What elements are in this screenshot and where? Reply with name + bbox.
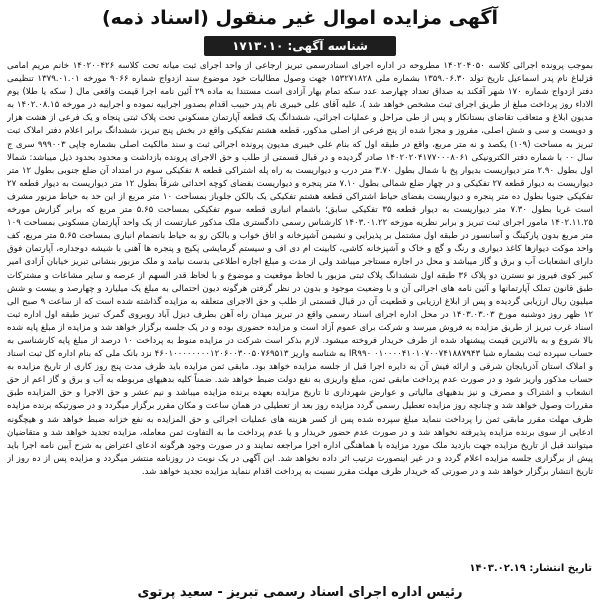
notice-title: آگهی مزایده اموال غیر منقول (اسناد ذمه) <box>101 7 498 29</box>
signature-line: رئیس اداره اجرای اسناد رسمی تبریز - سعید پرتوی <box>137 585 463 600</box>
notice-body-text: بموجب پرونده اجرائی کلاسه ۱۴۰۲۰۴۰۵۰ مطروحه در اداره اجرای اسنادرسمی تبریز ارجاعی از واحد اجرای ثبت میانه تحت کلاسه ۱۴۰۲۰۰۴۲۶ خانم مریم امامی قزلباغ نام پدر اسماعیل تاریخ تولد ۱۳۵۹.۰۶.۳۰ بشماره ملی ۱۵۳۲۷۱۸۲۸ جهت وصول مطالبات خود موضوع سند ازدواج شماره ۹۰۶۶ مورخه ۱۳۷۹.۰۱.۰۱ تنظیمی دفتر ازدواج شماره ۱۷۰ شهر آقکند به صداق تعداد چهارصد عدد سکه تمام بهار آزادی است مستندا به ماده ۲۹ آئین نامه اجرا قیمت واقعی مال ( سکه یا طلا) یوم الاداء روز پرداخت مبلغ از طریق اجرای ثبت مشخص خواهد شد )، علیه آقای علی خیبری نام پدر حبیب اقدام بصدور اجراییه نموده و اجراییه در مورخه ۱۴۰۲.۰۸.۱۵ به مدیون ابلاغ و متعاقب تقاضای بستانکار و پس از طی مراحل و عملیات اجرائی، ششدانگ یک قطعه آپارتمان مسکونی تحت پلاک ثبتی پنجاه و یک فرعی از هشت هزار و دویست و سی و شش اصلی، مفروز و مجزا شده از پنج فرعی از اصلی مذکور، قطعه هشتم تفکیکی واقع در بخش پنج تبریز، ششدانگ برابر اعلام دفتر املاک ثبت تبریز به مساحت (۱۰۹) یکصد و نه متر مربع، واقع در طبقه اول که بنام علی خیبری مدیون پرونده اجرائی ثبت و سند مالکیت اصلی بشماره چاپی ۹۹۹۰۰۳ سری ج سال ۰۰ با شماره دفتر الکترونیکی ۱۴۰۲۰۲۰۴۱۷۷۰۰۰۸۰۶۱ صادر گردیده و در قبال قسمتی از طلب و حق الاجرای پرونده بازداشت و محدود بحدود ذیل میباشد: شمالا اول بطول ۲.۹۰ متر دیواریست بدیوار پخ با شمال بطول ۳.۷۰ متر درب و دیواریست به راه پله اشتراکی قطعه ۸ تفکیکی سوم در امتداد آن ضلع جنوبی بطول ۱۲ متر دیواریست به دیوار قطعه ۲۷ تفکیکی و در چهار ضلع شمالی بطول ۷.۱۰ متر پنجره و دیواریست بفضای کوچه احداثی شرقاً بطول ۱۲ متر دیواریست به دیوار قطعه ۲۷ تفکیکی جنوبا بطول ده متر پنجره و دیواریست بفضای حیاط اشتراکی قطعه هشتم تفکیکی یک بالکن جلوباز بمساحت ۱۰ متر مربع از این حد به حیاط مزبور مشرف است غربا بطول ۷.۳۰ متر دیواریست به دیوار قطعه ۳۵ تفکیکی سابق؛ باشمام انباری قطعه سوم تفکیکی بمساحت ۵.۶۵ متر مربع که برابر گزارش مورخه ۱۴۰۲.۱۱.۲۵ مامور اجرای ثبت تبریز و برابر نظریه مورخه ۱۴۰۳.۰۱.۲۲ کارشناس رسمی دادگستری ملک مذکور عبارتست از یک واحد آپارتمان مسکونی بمساحت ۱۰۹ متر مربع بدون پارکینگ و آسانسور در طبقه اول مشتمل بر پذیرایی و نشیمن آشپزخانه و اتاق خواب و بالکن رو به حیاط بانضمام انباری بمساحت ۵.۶۵ متر مربع، کف واحد موکت دیوارها کاغذ دیواری و رنگ و گچ و خاک و آشپزخانه کاشی، کابینت ام دی اف و سیستم گرمایشی پکیج و پنجره ها آهنی با شیشه دوجداره، آپارتمان فوق دارای انشعابات آب و برق و گاز میباشد و محل در اجاره مستاجر میباشد ولی از مدت و مبلغ اجاره اطلاعی بدست نیامد و ملک مزبور بنشانی تبریز خیابان آزادی امیر کبیر کوی فیروز نو نسترن دو پلاک ۳۶ طبقه اول ششدانگ پلاک ثبتی مزبور با لحاظ موقعیت و موضوع و با لحاظ قدر السهم از عرصه و سایر مشاعات و مشترکات طبق قانون تملک آپارتمانها و آئین نامه های اجرائی آن و با وضعیت موجود و بدون در نظر گرفتن هرگونه دیون احتمالی به مبلغ یک میلیارد و چهارصد و بیست و شش میلیون ریال ارزیابی گردیده و پس از ابلاغ ارزیابی و قطعیت آن در قبال قسمتی از طلب و حق الاجرای متعلقه به مزایده گذاشته شده است که از ساعت ۹ صبح الی ۱۲ ظهر روز دوشنبه مورخ ۱۴۰۳.۰۳.۰۳ در محل اداره اجرای اسناد رسمی واقع در تبریز میدان راه آهن بطرف دیزل آباد روبروی گمرک تبریز طبقه اول اداره ثبت اسناد غرب تبریز از طریق مزایده به فروش میرسد و شرکت برای عموم آزاد است و مزایده حضوری بوده و در یک جلسه برگزار خواهد شد و مزایده از مبلغ پایه شده بالا شروع و به بالاترین قیمت پیشنهاد شده از طرف خریدار فروخته میشود. لازم بذکر است شرکت در مزایده منوط به پرداخت ۱۰ درصد از مبلغ پایه کارشناسی به حساب سپرده ثبت بشماره شبا ۰۱۰۰۰۰۴۱۰۱۰۷۰۰۷۴۱۸۸۷۹۴۳ IR۹۹۰ به شناسه واریز ۴۶۰۱۰۰۰۰۰۰۰۰۱۲۰۶۰۰۳۰۰۵۰۷۶۹۵۱۳ نزد بانک ملی که بنام اداره کل ثبت اسناد و املاک استان آذربایجان شرقی و ارائه فیش آن به دایره اجرا قبل از جلسه مزایده خواهد بود. مابقی ثمن مزایده باید ظرف مدت پنج روز کاری از تاریخ مزایده به حساب مذکور واریز شود و در صورت عدم پرداخت مابقی ثمن، مبلغ واریزی به نفع دولت ضبط خواهد شد. ضمناً کلیه بدهیهای مربوطه به آب و برق و گاز اعم از حق انشعاب و اشتراک و مصرف و نیز بدهیهای مالیاتی و عوارض شهرداری تا تاریخ مزایده بعهده برنده مزایده میباشد و نیم عشر و حق الاجرا و حق المزایده طبق مقررات وصول خواهد شد و چنانچه روز مزایده تعطیل رسمی گردد مزایده روز بعد از تعطیلی در همان ساعت و مکان مقرر برگزار میگردد و در صورتیکه برنده مزایده ظرف مهلت مقرر مابقی ثمن را پرداخت ننماید مبلغ سپرده شده پس از کسر هزینه های عملیات اجرائی و حق المزایده به نفع خزانه ضبط خواهد شد و هیچگونه ادعایی از سوی برنده مزایده پذیرفته نخواهد شد و در صورت عدم حضور خریدار و یا عدم پرداخت ما به التفاوت ثمن معامله، مزایده تجدید خواهد شد و متقاضیان میتوانند قبل از تاریخ مزایده جهت بازدید ملک مورد مزایده با هماهنگی اداره اجرا مراجعه نمایند و در صورت وجود هرگونه ادعای اعتراض به شرح آیین نامه اجرا باید پیش از برگزاری جلسه مزایده اعلام گردد و در غیر اینصورت ترتیب اثر داده نخواهد شد. این آگهی در یک نوبت در روزنامه منتشر میگردد و مزایده پس از ده روز از تاریخ انتشار برگزار خواهد شد و در صورتی که خریدار ظرف مهلت مقرر نسبت به پرداخت اقدام ننماید مزایده تجدید خواهد شد. <box>7 61 593 477</box>
publish-date: تاریخ انتشار: ۱۴۰۳.۰۲.۱۹ <box>469 563 592 574</box>
notice-number-banner: شناسه آگهی: ۱۷۱۳۰۱۰ <box>204 36 396 56</box>
